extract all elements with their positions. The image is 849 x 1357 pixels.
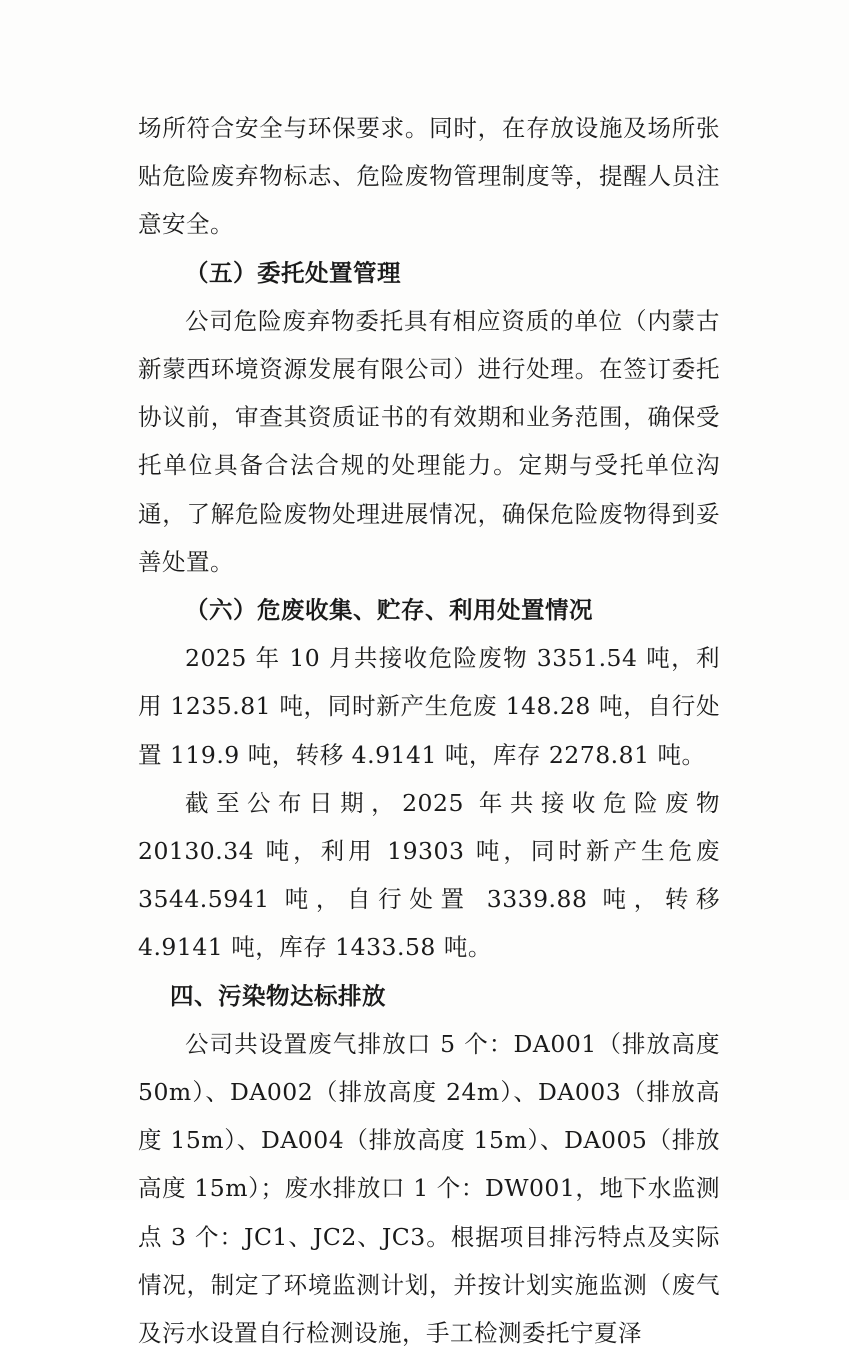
paragraph-entrusted-disposal: 公司危险废弃物委托具有相应资质的单位（内蒙古新蒙西环境资源发展有限公司）进行处理。在签订委托协议前，审查其资质证书的有效期和业务范围，确保受托单位具备合法合规的处理能力。定期与受托单位沟通，了解危险废物处理进展情况，确保危险废物得到妥善处置。	[138, 306, 720, 576]
document-body	[138, 104, 720, 1357]
paragraph-annual-waste-stats: 截至公布日期，2025 年共接收危险废物 20130.34 吨，利用 19303 吨，同时新产生危废 3544.5941 吨，自行处置 3339.88 吨，转移 4.9141 吨，库存 1433.58 吨。	[138, 788, 720, 962]
section-heading-waste-collection: （六）危废收集、贮存、利用处置情况	[185, 596, 593, 625]
paragraph-storage-safety: 场所符合安全与环保要求。同时，在存放设施及场所张贴危险废弃物标志、危险废物管理制度等，提醒人员注意安全。	[138, 114, 720, 239]
section-heading-pollutant-discharge: 四、污染物达标排放	[170, 981, 386, 1010]
paragraph-discharge-outlets: 公司共设置废气排放口 5 个：DA001（排放高度 50m）、DA002（排放高度 24m）、DA003（排放高度 15m）、DA004（排放高度 15m）、DA005（排放高度 15m）；废水排放口 1 个：DW001，地下水监测点 3 个：JC1、JC2、JC3。根据项目排污特点及实际情况，制定了环境监测计划，并按计划实施监测（废气及污水设置自行检测设施，手工检测委托宁夏泽	[138, 1029, 720, 1348]
section-heading-entrusted-disposal: （五）委托处置管理	[185, 258, 401, 287]
paragraph-october-waste-stats: 2025 年 10 月共接收危险废物 3351.54 吨，利用 1235.81 吨，同时新产生危废 148.28 吨，自行处置 119.9 吨，转移 4.9141 吨，库存 2278.81 吨。	[138, 644, 720, 769]
